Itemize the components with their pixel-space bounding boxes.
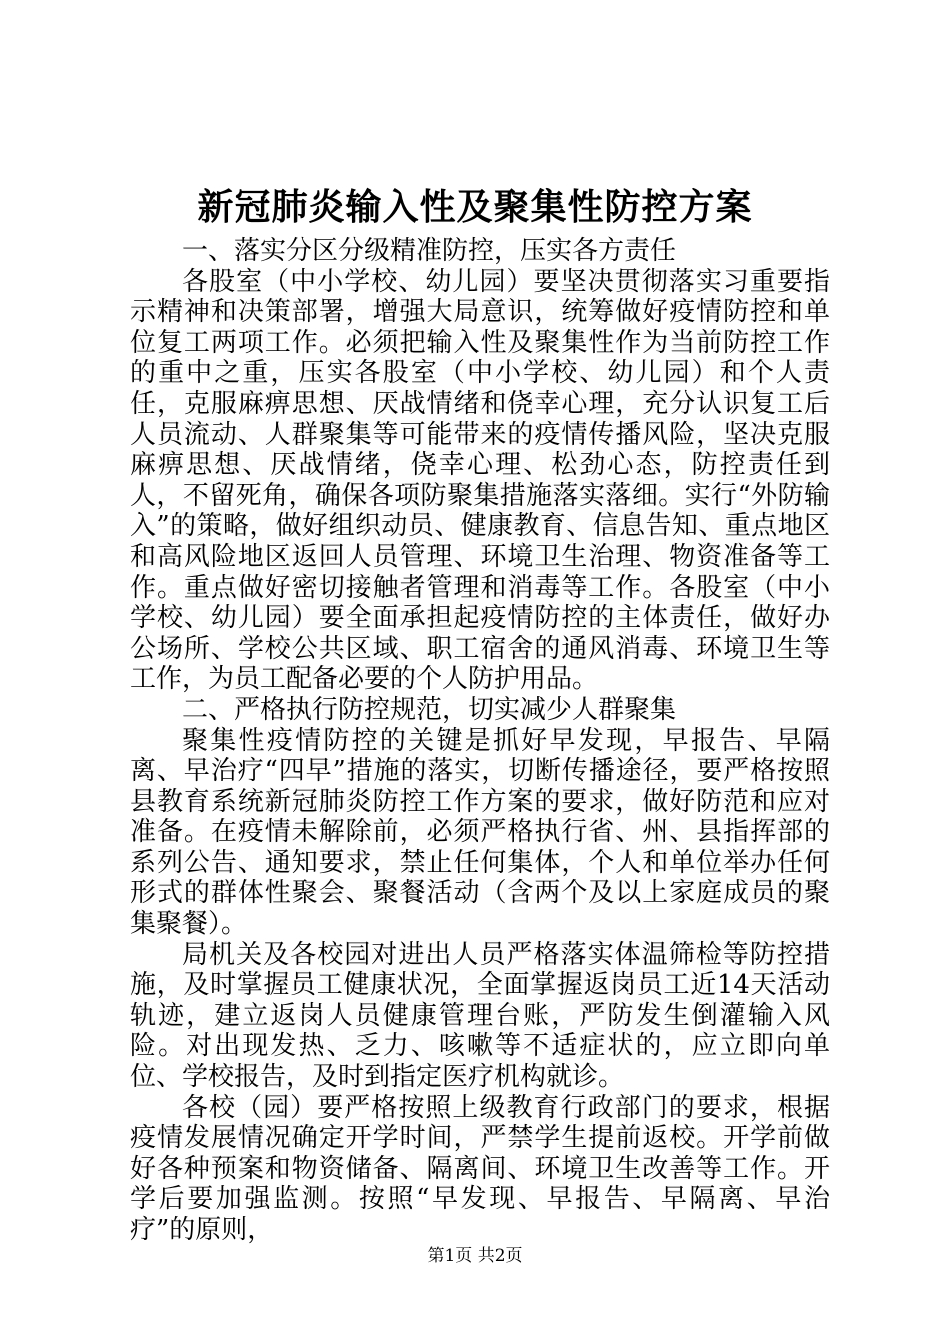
page-footer: 第1页 共2页 [427, 1246, 523, 1266]
section-heading-2: 二、严格执行防控规范，切实减少人群聚集 [182, 694, 677, 725]
paragraph-4: 各校（园）要严格按照上级教育行政部门的要求，根据疫情发展情况确定开学时间，严禁学生提前返校。开学前做好各种预案和物资储备、隔离间、环境卫生改善等工作。开学后要加强监测。按照“早发现、早报告、早隔离、早治疗”的原则， [130, 1092, 830, 1245]
document-title: 新冠肺炎输入性及聚集性防控方案 [197, 186, 753, 228]
document-body [130, 236, 830, 1246]
paragraph-1: 各股室（中小学校、幼儿园）要坚决贯彻落实习重要指示精神和决策部署，增强大局意识，统筹做好疫情防控和单位复工两项工作。必须把输入性及聚集性作为当前防控工作的重中之重，压实各股室（中小学校、幼儿园）和个人责任，克服麻痹思想、厌战情绪和侥幸心理，充分认识复工后人员流动、人群聚集等可能带来的疫情传播风险，坚决克服麻痹思想、厌战情绪，侥幸心理、松劲心态，防控责任到人，不留死角，确保各项防聚集措施落实落细。实行“外防输入”的策略，做好组织动员、健康教育、信息告知、重点地区和高风险地区返回人员管理、环境卫生治理、物资准备等工作。重点做好密切接触者管理和消毒等工作。各股室（中小学校、幼儿园）要全面承担起疫情防控的主体责任，做好办公场所、学校公共区域、职工宿舍的通风消毒、环境卫生等工作，为员工配备必要的个人防护用品。 [130, 266, 830, 695]
paragraph-2: 聚集性疫情防控的关键是抓好早发现，早报告、早隔离、早治疗“四早”措施的落实，切断传播途径，要严格按照县教育系统新冠肺炎防控工作方案的要求，做好防范和应对准备。在疫情未解除前，必须严格执行省、州、县指挥部的系列公告、通知要求，禁止任何集体，个人和单位举办任何形式的群体性聚会、聚餐活动（含两个及以上家庭成员的聚集聚餐）。 [130, 725, 830, 940]
section-heading-1: 一、落实分区分级精准防控，压实各方责任 [182, 236, 677, 266]
paragraph-3: 局机关及各校园对进出人员严格落实体温筛检等防控措施，及时掌握员工健康状况，全面掌握返岗员工近14天活动轨迹，建立返岗人员健康管理台账，严防发生倒灌输入风险。对出现发热、乏力、咳嗽等不适症状的，应立即向单位、学校报告，及时到指定医疗机构就诊。 [130, 939, 830, 1093]
